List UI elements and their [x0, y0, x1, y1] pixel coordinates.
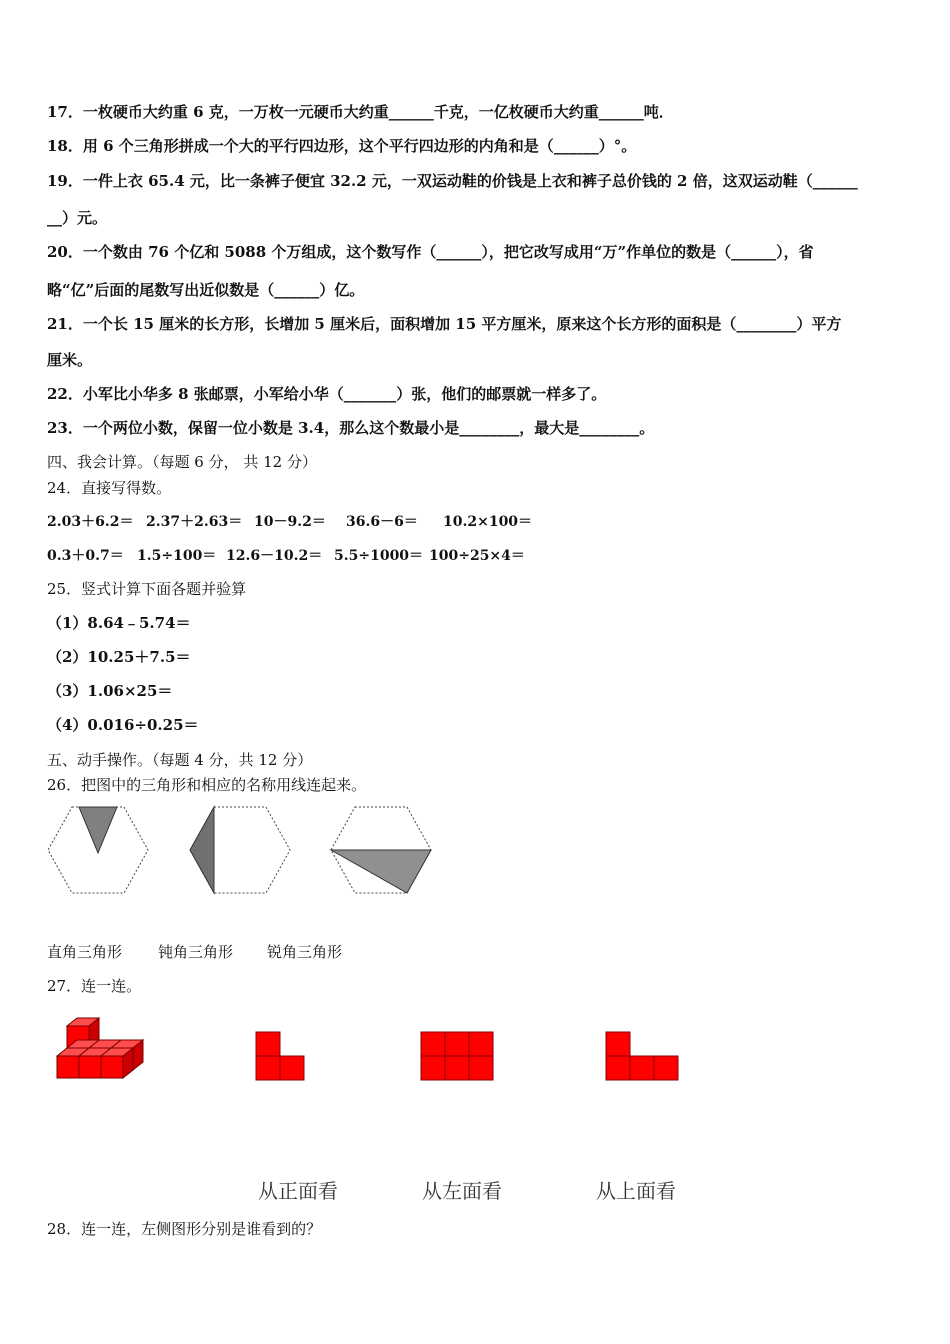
- calc-item: 5.5÷1000＝: [334, 548, 424, 564]
- calc-item: 100÷25×4＝: [429, 548, 525, 564]
- view-label-left: 从左面看: [422, 1179, 502, 1203]
- section-5-heading: 五、动手操作。（每题 4 分，共 12 分）: [47, 751, 313, 769]
- question-21-line2: 厘米。: [47, 351, 93, 369]
- shaded-triangle: [331, 850, 431, 893]
- question-17: 17．一枚硬币大约重 6 克，一万枚一元硬币大约重______千克，一亿枚硬币大约重______吨．: [47, 103, 674, 121]
- calc-item: 1.5÷100＝: [137, 548, 217, 564]
- question-19-line1: 19．一件上衣 65.4 元，比一条裤子便宜 32.2 元，一双运动鞋的价钱是上衣和裤子总价钱的 2 倍，这双运动鞋（______: [47, 172, 858, 190]
- hexagon-acute-figure: [47, 805, 149, 895]
- calc-row-2: [47, 545, 525, 565]
- view-label-front: 从正面看: [258, 1179, 338, 1203]
- question-21-line1: 21．一个长 15 厘米的长方形，长增加 5 厘米后，面积增加 15 平方厘米，原来这个长方形的面积是（________）平方: [47, 315, 842, 333]
- triangle-name-right: 直角三角形: [47, 943, 123, 961]
- question-27: 27．连一连。: [47, 977, 142, 995]
- question-25-item-4: （4）0.016÷0.25＝: [47, 716, 199, 734]
- shaded-triangle: [190, 807, 214, 893]
- hexagon-obtuse-figure: [189, 805, 291, 895]
- question-25-item-2: （2）10.25＋7.5＝: [47, 648, 191, 666]
- triangle-name-acute: 锐角三角形: [267, 943, 343, 961]
- triangle-name-obtuse: 钝角三角形: [158, 943, 234, 961]
- view-shape-front-l: [605, 1030, 681, 1082]
- calc-item: 2.37＋2.63＝: [146, 514, 243, 530]
- calc-item: 36.6－6＝: [346, 514, 418, 530]
- calc-row-1: [47, 511, 532, 531]
- question-26: 26．把图中的三角形和相应的名称用线连起来。: [47, 776, 367, 794]
- question-18: 18．用 6 个三角形拼成一个大的平行四边形，这个平行四边形的内角和是（______）°。: [47, 137, 637, 155]
- question-19-line2: __）元。: [47, 209, 108, 227]
- question-22: 22．小军比小华多 8 张邮票，小军给小华（_______）张，他们的邮票就一样多了。: [47, 385, 607, 403]
- view-shape-left-l: [255, 1030, 305, 1082]
- calc-item: 12.6－10.2＝: [226, 548, 323, 564]
- question-20-line2: 略“亿”后面的尾数写出近似数是（______）亿。: [47, 281, 365, 299]
- section-4-heading: 四、我会计算。（每题 6 分， 共 12 分）: [47, 453, 317, 471]
- question-20-line1: 20．一个数由 76 个亿和 5088 个万组成，这个数写作（______），把它改写成用“万”作单位的数是（______），省: [47, 243, 814, 261]
- calc-item: 10－9.2＝: [254, 514, 326, 530]
- calc-item: 0.3＋0.7＝: [47, 548, 124, 564]
- question-24: 24．直接写得数。: [47, 479, 172, 497]
- question-28: 28．连一连，左侧图形分别是谁看到的？: [47, 1220, 322, 1238]
- hexagon-right-figure: [330, 805, 432, 895]
- view-label-top: 从上面看: [596, 1179, 676, 1203]
- question-25-item-3: （3）1.06×25＝: [47, 682, 173, 700]
- question-25: 25．竖式计算下面各题并验算: [47, 580, 247, 598]
- question-25-item-1: （1）8.64﹣5.74＝: [47, 614, 191, 632]
- shaded-triangle: [79, 807, 117, 853]
- view-shape-grid: [420, 1030, 494, 1082]
- calc-item: 10.2×100＝: [443, 514, 533, 530]
- cube-stack-figure: [53, 1018, 149, 1088]
- calc-item: 2.03＋6.2＝: [47, 514, 134, 530]
- question-23: 23．一个两位小数，保留一位小数是 3.4，那么这个数最小是________，最大是________。: [47, 419, 655, 437]
